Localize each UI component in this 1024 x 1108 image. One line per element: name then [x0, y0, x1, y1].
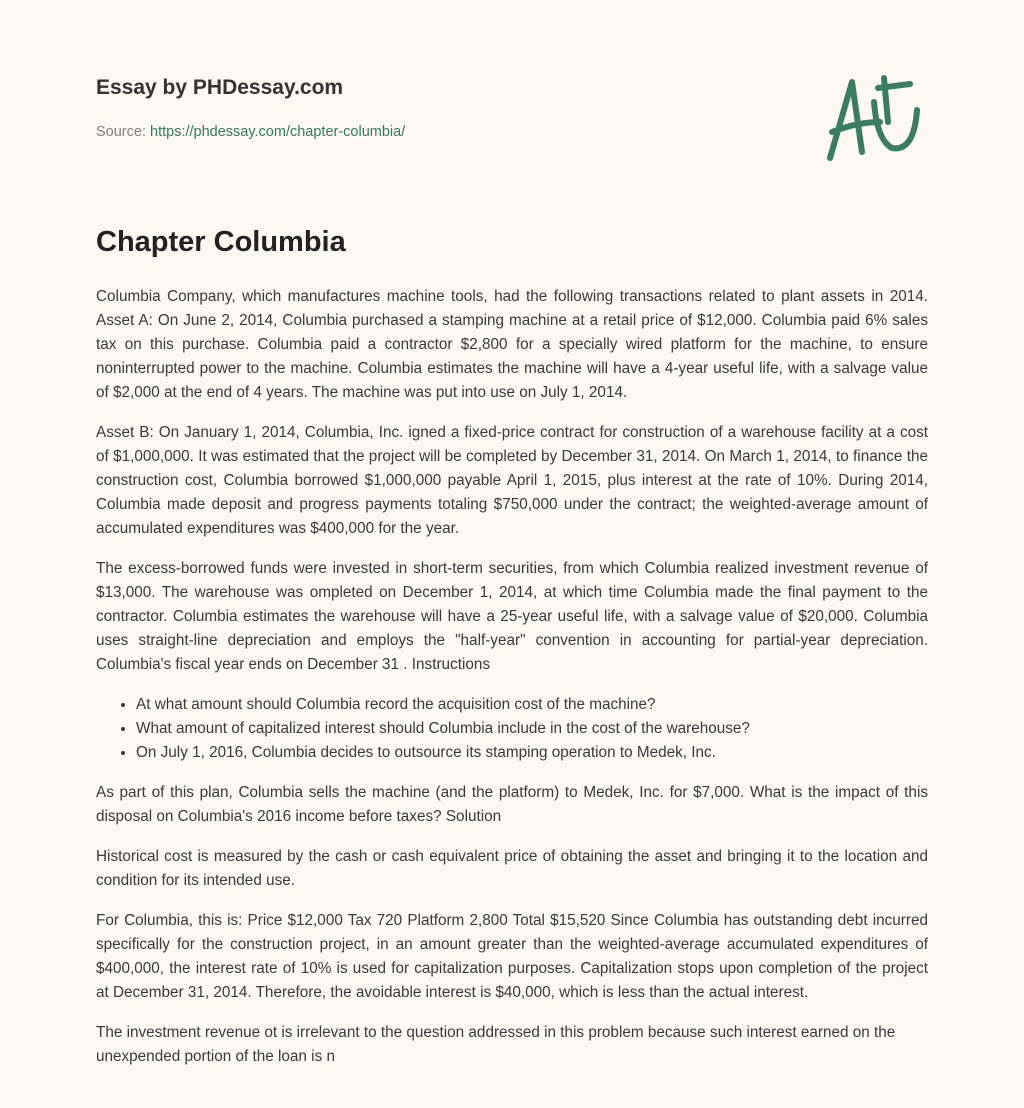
a-plus-logo-icon — [822, 70, 932, 165]
source-link[interactable]: https://phdessay.com/chapter-columbia/ — [150, 124, 406, 140]
page-title: Chapter Columbia — [96, 226, 346, 258]
paragraph: The investment revenue ot is irrelevant to the question addressed in this problem because such interest earned on the unexpended portion of the loan is n — [96, 1024, 896, 1065]
source-line — [96, 124, 405, 140]
list-item: • On July 1, 2016, Columbia decides to outsource its stamping operation to Medek, Inc. — [136, 741, 928, 765]
list-item: • What amount of capitalized interest should Columbia include in the cost of the warehouse? — [136, 717, 928, 741]
paragraph: Columbia Company, which manufactures machine tools, had the following transactions related to plant assets in 2014. Asset A: On June 2, 2014, Columbia purchased a stamping machine at a retail price of $12,000. Columbia paid 6% sales tax on this purchase. Columbia paid a contractor $2,800 for a specially wired platform for the machine, to ensure noninterrupted power to the machine. Columbia estimates the machine will have a 4-year useful life, with a salvage value of $2,000 at the end of 4 years. The machine was put into use on July 1, 2014. — [96, 288, 928, 401]
source-label: Source: — [96, 124, 146, 140]
paragraph: As part of this plan, Columbia sells the machine (and the platform) to Medek, Inc. for $7,000. What is the impact of this disposal on Columbia's 2016 income before taxes? Solution — [96, 784, 928, 825]
paragraph: Asset B: On January 1, 2014, Columbia, Inc. igned a fixed-price contract for construction of a warehouse facility at a cost of $1,000,000. It was estimated that the project will be completed by December 31, 2014. On March 1, 2014, to finance the construction cost, Columbia borrowed $1,000,000 payable April 1, 2015, plus interest at the rate of 10%. During 2014, Columbia made deposit and progress payments totaling $750,000 under the contract; the weighted-average amount of accumulated expenditures was $400,000 for the year. — [96, 424, 928, 537]
paragraph: The excess-borrowed funds were invested in short-term securities, from which Columbia realized investment revenue of $13,000. The warehouse was ompleted on December 1, 2014, at which time Columbia made the final payment to the contractor. Columbia estimates the warehouse will have a 25-year useful life, with a salvage value of $20,000. Columbia uses straight-line depreciation and employs the "half-year" convention in accounting for partial-year depreciation. Columbia's fiscal year ends on December 31 . Instructions — [96, 560, 928, 673]
paragraph: Historical cost is measured by the cash or cash equivalent price of obtaining the asset and bringing it to the location and condition for its intended use. — [96, 848, 928, 889]
page-header — [0, 0, 1024, 190]
site-brand: Essay by PHDessay.com — [96, 76, 344, 99]
article-body — [96, 285, 928, 1085]
list-item: • At what amount should Columbia record the acquisition cost of the machine? — [136, 693, 928, 717]
instructions-list — [96, 693, 928, 765]
paragraph: For Columbia, this is: Price $12,000 Tax 720 Platform 2,800 Total $15,520 Since Columbia has outstanding debt incurred specifically for the construction project, in an amount greater than the weighted-average accumulated expenditures of $400,000, the interest rate of 10% is used for capitalization purposes. Capitalization stops upon completion of the project at December 31, 2014. Therefore, the avoidable interest is $40,000, which is less than the actual interest. — [96, 912, 928, 1001]
